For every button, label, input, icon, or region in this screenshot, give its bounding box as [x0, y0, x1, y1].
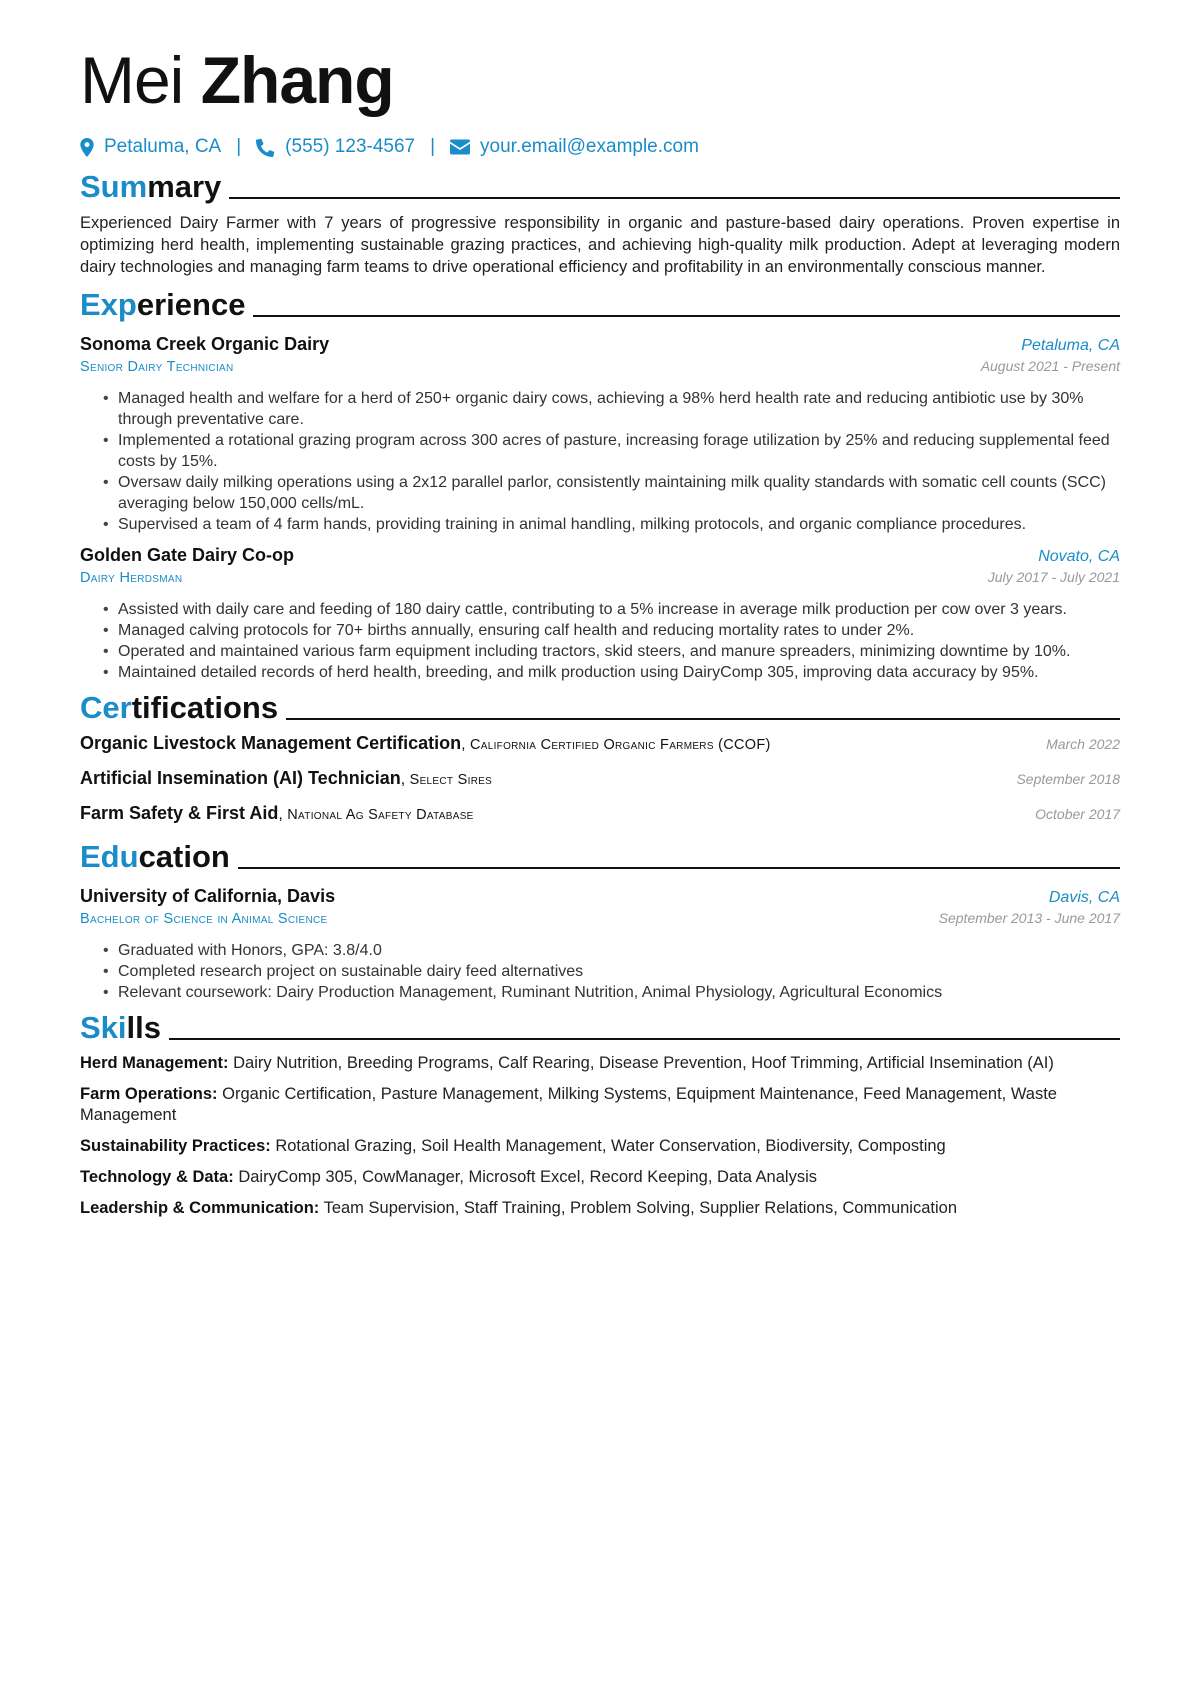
list-item: • Operated and maintained various farm equipment including tractors, skid steers, and manure spreaders, minimizing downtime by 10%.: [118, 641, 1120, 662]
candidate-name: [80, 0, 1120, 120]
skill-value: Organic Certification, Pasture Management, Milking Systems, Equipment Maintenance, Feed Management, Waste Management: [80, 1085, 1057, 1124]
experience-entry: [80, 332, 1120, 535]
skill-value: DairyComp 305, CowManager, Microsoft Excel, Record Keeping, Data Analysis: [238, 1168, 817, 1186]
job-location: Petaluma, CA: [1021, 337, 1120, 354]
job-bullets: [80, 388, 1120, 535]
list-item: • Assisted with daily care and feeding of 180 dairy cattle, contributing to a 5% increase in average milk production per cow over 3 years.: [118, 599, 1120, 620]
skill-label: Technology & Data:: [80, 1168, 234, 1186]
contact-bar: [80, 130, 1120, 164]
section-rule: [238, 867, 1120, 869]
job-title: Dairy Herdsman: [80, 570, 183, 586]
certification-entry: Farm Safety & First Aid, National Ag Safety Database October 2017: [80, 803, 1120, 823]
job-location: Novato, CA: [1038, 548, 1120, 565]
job-bullets: [80, 599, 1120, 683]
last-name: Zhang: [200, 43, 394, 117]
experience-entry: [80, 543, 1120, 683]
section-heading-education: [80, 838, 1120, 876]
list-item: • Implemented a rotational grazing program across 300 acres of pasture, increasing forage utilization by 25% and reducing supplemental feed costs by 15%.: [118, 430, 1120, 472]
skill-label: Farm Operations:: [80, 1085, 218, 1103]
email-text: your.email@example.com: [480, 136, 699, 157]
degree-name: Bachelor of Science in Animal Science: [80, 911, 328, 927]
heading-rest: mary: [147, 169, 222, 204]
skill-line: [80, 1053, 1120, 1074]
heading-accent: Ski: [80, 1010, 127, 1045]
certification-date: March 2022: [1046, 736, 1120, 752]
job-dates: July 2017 - July 2021: [987, 569, 1120, 585]
list-item: • Supervised a team of 4 farm hands, providing training in animal handling, milking protocols, and organic compliance procedures.: [118, 514, 1120, 535]
school-location: Davis, CA: [1048, 889, 1120, 906]
skill-line: [80, 1136, 1120, 1157]
education-entry: [80, 884, 1120, 1003]
heading-rest: tifications: [131, 690, 279, 725]
heading-accent: Sum: [80, 169, 148, 204]
contact-separator: |: [430, 136, 436, 157]
location-text: Petaluma, CA: [104, 136, 222, 157]
section-rule: [286, 718, 1120, 720]
list-item: • Relevant coursework: Dairy Production Management, Ruminant Nutrition, Animal Physiology, Agricultural Economics: [118, 982, 1120, 1003]
certification-date: October 2017: [1035, 806, 1120, 822]
heading-rest: cation: [138, 839, 230, 874]
list-item: • Managed calving protocols for 70+ births annually, ensuring calf health and reducing mortality rates to under 2%.: [118, 620, 1120, 641]
certification-org: California Certified Organic Farmers (CCOF): [469, 737, 771, 753]
skill-value: Team Supervision, Staff Training, Problem Solving, Supplier Relations, Communication: [323, 1199, 957, 1217]
envelope-icon: [450, 139, 470, 155]
section-rule: [253, 315, 1120, 317]
certification-name: Farm Safety & First Aid: [80, 803, 279, 823]
company-name: Sonoma Creek Organic Dairy: [80, 334, 330, 354]
skill-label: Herd Management:: [80, 1054, 229, 1072]
skill-label: Sustainability Practices:: [80, 1137, 271, 1155]
skill-label: Leadership & Communication:: [80, 1199, 320, 1217]
certification-name: Artificial Insemination (AI) Technician: [80, 768, 401, 788]
section-heading-experience: [80, 286, 1120, 324]
job-title: Senior Dairy Technician: [80, 359, 234, 375]
certification-entry: Artificial Insemination (AI) Technician, Select Sires September 2018: [80, 768, 1120, 788]
certification-entry: Organic Livestock Management Certification, California Certified Organic Farmers (CCOF) March 2022: [80, 733, 1120, 753]
heading-accent: Cer: [80, 690, 132, 725]
contact-location: [80, 136, 221, 158]
education-bullets: [80, 940, 1120, 1003]
heading-rest: erience: [136, 287, 246, 322]
job-dates: August 2021 - Present: [980, 358, 1120, 374]
certification-name: Organic Livestock Management Certification: [80, 733, 462, 753]
heading-rest: lls: [126, 1010, 161, 1045]
map-pin-icon: [80, 138, 94, 157]
education-dates: September 2013 - June 2017: [938, 910, 1120, 926]
section-rule: [169, 1038, 1120, 1040]
certification-org: Select Sires: [409, 772, 493, 788]
list-item: • Maintained detailed records of herd health, breeding, and milk production using DairyComp 305, improving data accuracy by 95%.: [118, 662, 1120, 683]
section-heading-summary: [80, 168, 1120, 206]
skill-value: Rotational Grazing, Soil Health Management, Water Conservation, Biodiversity, Composting: [275, 1137, 946, 1155]
section-title: [80, 838, 230, 876]
summary-text: Experienced Dairy Farmer with 7 years of progressive responsibility in organic and pasture-based dairy operations. Proven expertise in optimizing herd health, implementing sustainable grazing practices, and achieving high-quality milk production. Adept at leveraging modern dairy technologies and managing farm teams to drive operational efficiency and profitability in an environmentally conscious manner.: [80, 214, 1120, 276]
section-heading-skills: [80, 1009, 1120, 1047]
heading-accent: Exp: [80, 287, 137, 322]
section-rule: [229, 197, 1120, 199]
skill-line: [80, 1198, 1120, 1219]
contact-email[interactable]: [450, 136, 699, 158]
certification-org: National Ag Safety Database: [287, 807, 474, 823]
skill-line: [80, 1167, 1120, 1188]
section-title: [80, 168, 221, 206]
first-name: Mei: [80, 43, 184, 117]
phone-icon: [256, 138, 275, 157]
heading-accent: Edu: [80, 839, 139, 874]
phone-text: (555) 123-4567: [285, 136, 416, 157]
section-title: [80, 286, 245, 324]
certification-date: September 2018: [1016, 771, 1120, 787]
contact-separator: |: [236, 136, 242, 157]
list-item: • Graduated with Honors, GPA: 3.8/4.0: [118, 940, 1120, 961]
section-title: [80, 689, 278, 727]
contact-phone[interactable]: [256, 136, 415, 158]
section-title: [80, 1009, 161, 1047]
company-name: Golden Gate Dairy Co-op: [80, 545, 295, 565]
school-name: University of California, Davis: [80, 886, 336, 906]
skill-value: Dairy Nutrition, Breeding Programs, Calf Rearing, Disease Prevention, Hoof Trimming, Artificial Insemination (AI): [233, 1054, 1054, 1072]
section-heading-certifications: [80, 689, 1120, 727]
list-item: • Completed research project on sustainable dairy feed alternatives: [118, 961, 1120, 982]
list-item: • Oversaw daily milking operations using a 2x12 parallel parlor, consistently maintaining milk quality standards with somatic cell counts (SCC) averaging below 150,000 cells/mL.: [118, 472, 1120, 514]
skill-line: [80, 1084, 1120, 1126]
list-item: • Managed health and welfare for a herd of 250+ organic dairy cows, achieving a 98% herd health rate and reducing antibiotic use by 30% through preventative care.: [118, 388, 1120, 430]
